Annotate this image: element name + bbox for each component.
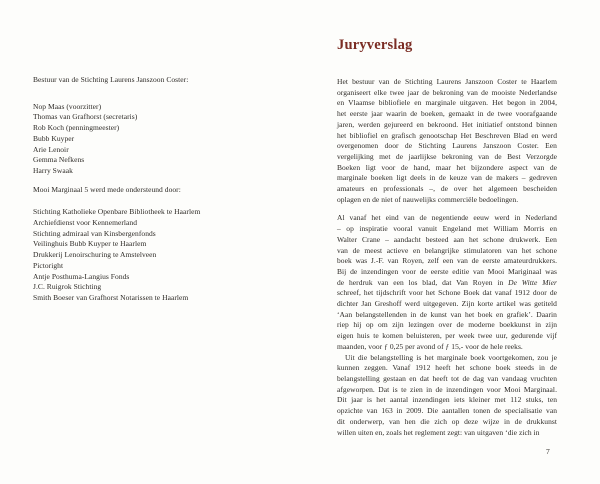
text-line: amateurs en professionals –, de over het algemeen bescheiden — [337, 184, 557, 194]
text-line: schreef, het tijdschrift voor het Schone Boek dat vanaf 1912 door de — [337, 288, 557, 298]
body-text — [337, 77, 557, 438]
list-item: Smith Boeser van Grafhorst Notarissen te Haarlem — [33, 292, 189, 302]
text-line: Bij de inzendingen voor de eerste editie van Mooi Mariginaal was — [337, 266, 557, 276]
text-line: organiseert elke twee jaar de bekroning van de mooiste Nederlandse — [337, 87, 557, 97]
paragraph — [337, 353, 557, 439]
text-line: overgenomen door de Stichting Laurens Janszoon Coster. Een — [337, 141, 557, 151]
supporters-list — [33, 207, 293, 303]
text-line: het bibliofiel en grafisch genootschap Het Beschreven Blad en werd — [337, 130, 557, 140]
left-page — [33, 75, 293, 304]
text-line: afgeworpen. Dat is te zien in de inzendingen voor Mooi Marginaal. — [337, 384, 557, 394]
text-line: en Vlaamse bibliofiele en marginale uitgaven. Het begon in 2004, — [337, 98, 557, 108]
list-item: Arie Lenoir — [33, 144, 69, 154]
text-line: Dit jaar is het aantal inzendingen iets kleiner met 112 stuks, ten — [337, 395, 557, 405]
text-line: dit onderwerp, van hen die zich op deze wijze in de drukkunst — [337, 416, 557, 426]
board-heading: Bestuur van de Stichting Laurens Janszoon Coster: — [33, 75, 189, 84]
text-line: eigen huis te komen beluisteren, per week twee uur, gedurende vijf — [337, 331, 557, 341]
list-item: Veilinghuis Bubb Kuyper te Haarlem — [33, 239, 147, 249]
list-item: Stichting Katholieke Openbare Bibliotheek te Haarlem — [33, 207, 201, 217]
text-line: Boeken ligt voor de hand, maar het bijzondere aspect van de — [337, 162, 557, 172]
list-item: Gemma Nefkens — [33, 155, 85, 165]
text-line: belangstelling gestaan en dat heeft tot de dag van vandaag vruchten — [337, 373, 557, 383]
text-line: de herdruk van een los blad, dat Van Royen in De Witte Mier — [337, 277, 557, 287]
page-number: 7 — [546, 447, 550, 456]
text-line: Walter Crane – aandacht besteed aan het schone drukwerk. Een — [337, 234, 557, 244]
text-line: van de meest actieve en belangrijke stimulatoren van het schone — [337, 245, 557, 255]
text-line: vergelijking met de jaarlijkse bekroning van de Best Verzorgde — [337, 151, 557, 161]
text-line: dichter Jan Greshoff werd uitgegeven. Zijn korte artikel was getiteld — [337, 299, 557, 309]
list-item: Thomas van Grafhorst (secretaris) — [33, 112, 138, 122]
list-item: Antje Posthuma-Langius Fonds — [33, 271, 130, 281]
text-line: willen uiten en, zoals het reglement zegt: van uitgaven ‘die zich in — [337, 427, 540, 437]
text-line: Uit die belangstelling is het marginale boek voortgekomen, zou je — [345, 352, 557, 362]
list-item: Stichting admiraal van Kinsbergenfonds — [33, 228, 156, 238]
list-item: Harry Swaak — [33, 165, 73, 175]
text-line: maanden, voor ƒ 0,25 per avond of ƒ 15,- voor de hele reeks. — [337, 341, 523, 351]
page-title: Juryverslag — [337, 37, 413, 53]
text-line: ‘Aan belangstellenden in de kunst van het boek en grafiek’. Daarin — [337, 309, 557, 319]
text-line: jaren, werden gejureerd en bekroond. Het initiatief ontstond binnen — [337, 119, 557, 129]
paragraph — [337, 213, 557, 352]
text-line: marginale boeken ligt deels in de keuze van de makers – gedreven — [337, 173, 557, 183]
text-line: kunnen zeggen. Vanaf 1912 heeft het schone boek steeds in de — [337, 363, 557, 373]
list-item: Pictoright — [33, 260, 64, 270]
text-line: Het bestuur van de Stichting Laurens Janszoon Coster te Haarlem — [337, 77, 557, 86]
list-item: Archiefdienst voor Kennemerland — [33, 218, 138, 228]
text-line: boek was J.-F. van Royen, zelf een van de eerste amateurdrukkers. — [337, 256, 557, 266]
text-line: Al vanaf het eind van de negentiende eeuw werd in Nederland — [337, 213, 557, 223]
text-line: oplagen en de niet of nauwelijks commerciële bedoelingen. — [337, 194, 519, 204]
list-item: Nop Maas (voorzitter) — [33, 101, 102, 111]
text-line: het eerste jaar waarin de boeken, gemaakt in de twee voorafgaande — [337, 109, 557, 119]
paragraph — [337, 77, 557, 205]
list-item: Bubb Kuyper — [33, 133, 75, 143]
list-item: Rob Koch (penningmeester) — [33, 123, 120, 133]
support-heading: Mooi Marginaal 5 werd mede ondersteund door: — [33, 184, 181, 194]
list-item: J.C. Ruigrok Stichting — [33, 282, 102, 292]
text-line: riep hij op om zijn lezingen over de moderne boekkunst in zijn — [337, 320, 557, 330]
text-line: opzichte van 163 in 2009. Die aantallen tonen de specialisatie van — [337, 406, 557, 416]
board-members-list — [33, 102, 293, 177]
text-line: – op inspiratie vooral vanuit Engeland met William Morris en — [337, 224, 557, 234]
list-item: Drukkerij Lenoirschuring te Amstelveen — [33, 250, 157, 260]
